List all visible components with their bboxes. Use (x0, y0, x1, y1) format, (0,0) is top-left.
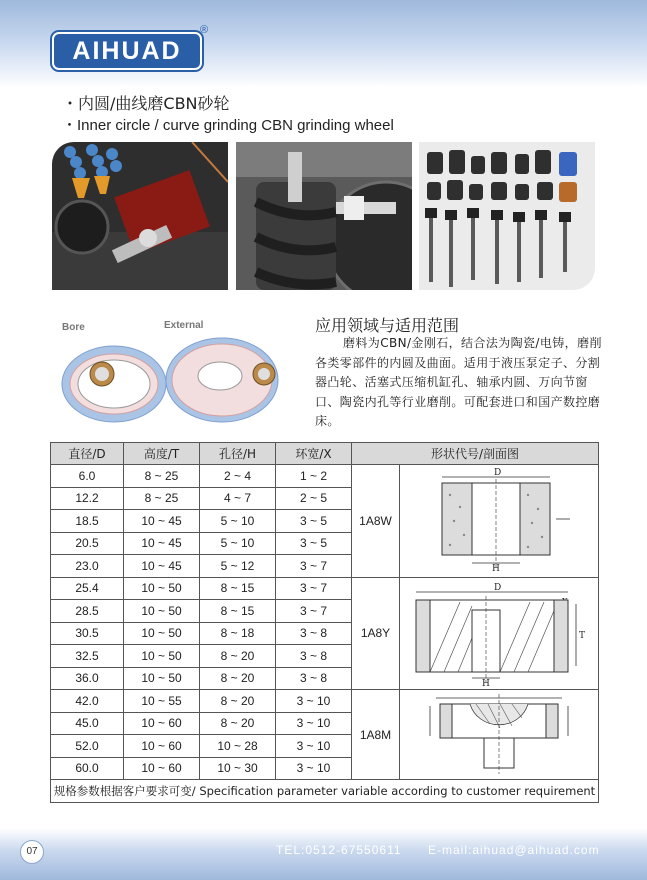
cell-bore: 5 ~ 10 (200, 532, 276, 555)
registered-mark: ® (200, 24, 209, 36)
cell-diameter: 42.0 (51, 690, 124, 713)
cell-ring-width: 3 ~ 8 (276, 645, 352, 668)
cell-ring-width: 3 ~ 7 (276, 600, 352, 623)
cell-ring-width: 3 ~ 7 (276, 555, 352, 578)
cell-ring-width: 3 ~ 10 (276, 712, 352, 735)
table-row (51, 465, 599, 488)
cell-height: 10 ~ 50 (124, 622, 200, 645)
cell-ring-width: 3 ~ 10 (276, 690, 352, 713)
cell-bore: 8 ~ 18 (200, 622, 276, 645)
shape-code: 1A8W (352, 465, 400, 578)
cell-height: 10 ~ 50 (124, 600, 200, 623)
cell-bore: 10 ~ 30 (200, 757, 276, 780)
cell-diameter: 20.5 (51, 532, 124, 555)
footer-telephone: TEL:0512-67550611 (276, 843, 402, 857)
cell-ring-width: 3 ~ 5 (276, 510, 352, 533)
cell-diameter: 25.4 (51, 577, 124, 600)
cell-bore: 8 ~ 15 (200, 577, 276, 600)
cell-bore: 8 ~ 20 (200, 712, 276, 735)
profile-1a8y-figure (400, 577, 599, 690)
shape-code: 1A8Y (352, 577, 400, 690)
cell-diameter: 60.0 (51, 757, 124, 780)
cell-diameter: 28.5 (51, 600, 124, 623)
shape-code: 1A8M (352, 690, 400, 780)
profile-1a8w-figure (400, 465, 599, 578)
cell-ring-width: 3 ~ 7 (276, 577, 352, 600)
header-diameter: 直径/D (51, 443, 124, 465)
application-title: 应用领域与适用范围 (315, 316, 460, 335)
cell-height: 10 ~ 50 (124, 667, 200, 690)
cell-height: 8 ~ 25 (124, 487, 200, 510)
label-bore: Bore (62, 322, 85, 333)
cell-diameter: 23.0 (51, 555, 124, 578)
cell-height: 8 ~ 25 (124, 465, 200, 488)
cell-diameter: 45.0 (51, 712, 124, 735)
table-row (51, 577, 599, 600)
brand-logo: AIHUAD (52, 32, 202, 70)
cell-diameter: 30.5 (51, 622, 124, 645)
cell-height: 10 ~ 45 (124, 510, 200, 533)
cell-ring-width: 2 ~ 5 (276, 487, 352, 510)
cell-diameter: 6.0 (51, 465, 124, 488)
cell-bore: 8 ~ 20 (200, 667, 276, 690)
cell-bore: 8 ~ 20 (200, 690, 276, 713)
fig-label-d: D (494, 468, 502, 479)
cell-bore: 8 ~ 15 (200, 600, 276, 623)
table-note-row (51, 780, 599, 803)
cell-diameter: 18.5 (51, 510, 124, 533)
cell-height: 10 ~ 60 (124, 712, 200, 735)
cell-height: 10 ~ 45 (124, 532, 200, 555)
cell-ring-width: 1 ~ 2 (276, 465, 352, 488)
page-title-cn: ・内圆/曲线磨CBN砂轮 (62, 94, 230, 113)
spec-table (50, 442, 599, 803)
fig-label-h: H (492, 564, 500, 574)
fig-label-t: T (579, 630, 586, 641)
cell-height: 10 ~ 55 (124, 690, 200, 713)
table-note: 规格参数根据客户要求可变/ Specification parameter variable according to customer requirement (51, 780, 599, 803)
photo-wheel-assortment (419, 142, 595, 290)
cell-bore: 4 ~ 7 (200, 487, 276, 510)
photo-grinding-machine (52, 142, 228, 290)
cell-diameter: 52.0 (51, 735, 124, 758)
fig-label-h: H (482, 678, 490, 686)
profile-1a8m-figure (400, 690, 599, 780)
cell-ring-width: 3 ~ 10 (276, 757, 352, 780)
bore-external-diagram (56, 312, 282, 438)
cell-ring-width: 3 ~ 5 (276, 532, 352, 555)
fig-label-d: D (494, 582, 502, 593)
cell-bore: 5 ~ 10 (200, 510, 276, 533)
page-title-en: ・Inner circle / curve grinding CBN grinding wheel (62, 117, 394, 134)
cell-bore: 5 ~ 12 (200, 555, 276, 578)
cell-ring-width: 3 ~ 8 (276, 622, 352, 645)
table-row (51, 690, 599, 713)
cell-diameter: 32.5 (51, 645, 124, 668)
cell-height: 10 ~ 60 (124, 757, 200, 780)
header-shape: 形状代号/剖面图 (352, 443, 599, 465)
cell-diameter: 36.0 (51, 667, 124, 690)
cell-ring-width: 3 ~ 8 (276, 667, 352, 690)
cell-height: 10 ~ 50 (124, 577, 200, 600)
application-description: 磨料为CBN/金刚石，结合法为陶瓷/电铸，磨削各类零部件的内圆及曲面。适用于液压泵定子、分割器凸轮、活塞式压缩机缸孔、轴承内圆、万向节窗口、陶瓷内孔等行业磨削。可配套进口和国产数控磨床。 (315, 336, 602, 428)
cell-height: 10 ~ 60 (124, 735, 200, 758)
footer-email: E-mail:aihuad@aihuad.com (428, 843, 600, 857)
table-header-row (51, 443, 599, 465)
header-bore: 孔径/H (200, 443, 276, 465)
cell-bore: 2 ~ 4 (200, 465, 276, 488)
cell-height: 10 ~ 45 (124, 555, 200, 578)
photo-helical-part (236, 142, 412, 290)
header-height: 高度/T (124, 443, 200, 465)
cell-bore: 8 ~ 20 (200, 645, 276, 668)
cell-height: 10 ~ 50 (124, 645, 200, 668)
cell-ring-width: 3 ~ 10 (276, 735, 352, 758)
cell-bore: 10 ~ 28 (200, 735, 276, 758)
label-external: External (164, 320, 204, 331)
page-number: 07 (20, 840, 44, 864)
cell-diameter: 12.2 (51, 487, 124, 510)
header-ring-width: 环宽/X (276, 443, 352, 465)
